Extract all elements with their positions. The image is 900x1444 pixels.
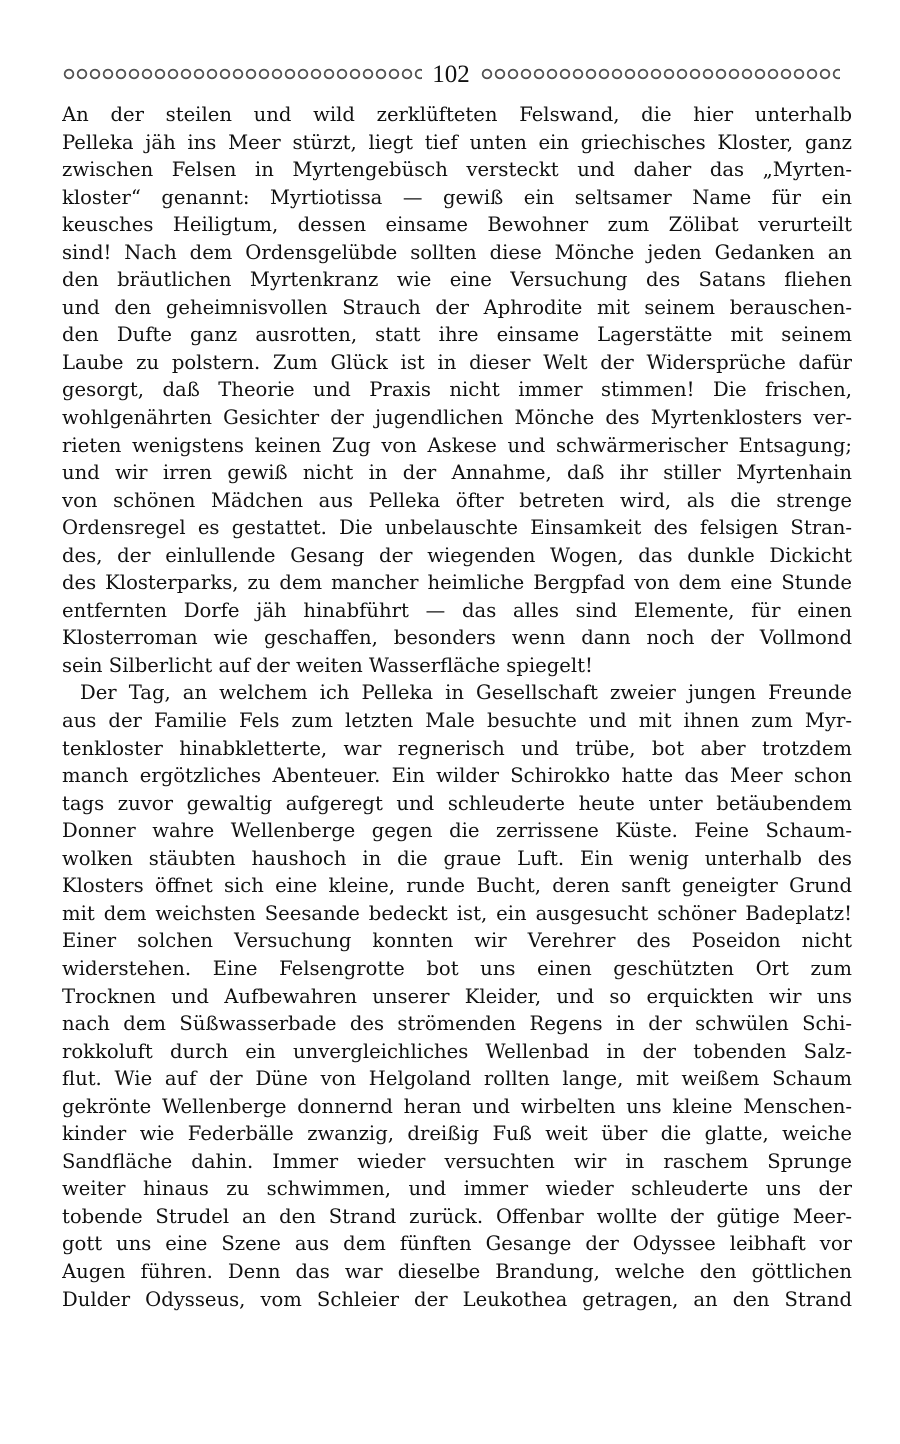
text-line: des, der einlullende Gesang der wiegenden Wogen, das dunkle Dickicht <box>62 543 852 567</box>
text-line: des Klosterparks, zu dem mancher heimliche Bergpfad von dem eine Stunde <box>62 571 852 595</box>
text-line: und wir irren gewiß nicht in der Annahme, daß ihr stiller Myrtenhain <box>62 461 852 485</box>
text-line: tobende Strudel an den Strand zurück. Offenbar wollte der gütige Meer- <box>62 1204 852 1228</box>
text-line: tags zuvor gewaltig aufgeregt und schleuderte heute unter betäubendem <box>62 791 852 815</box>
text-line: sind! Nach dem Ordensgelübde sollten diese Mönche jeden Gedanken an <box>62 240 852 264</box>
text-line: Dulder Odysseus, vom Schleier der Leukothea getragen, an den Strand <box>62 1287 852 1311</box>
body-text <box>62 101 852 1313</box>
text-line: gott uns eine Szene aus dem fünften Gesange der Odyssee leibhaft vor <box>62 1232 852 1256</box>
text-line: rokkoluft durch ein unvergleichliches Wellenbad in der tobenden Salz- <box>62 1039 852 1063</box>
text-line: gekrönte Wellenberge donnernd heran und wirbelten uns kleine Menschen- <box>62 1094 852 1118</box>
text-line: nach dem Süßwasserbade des strömenden Regens in der schwülen Schi- <box>62 1012 852 1036</box>
text-line: An der steilen und wild zerklüfteten Felswand, die hier unterhalb <box>62 103 852 126</box>
page-number: 102 <box>432 60 470 88</box>
text-line: kloster“ genannt: Myrtiotissa — gewiß ein seltsamer Name für ein <box>62 185 852 209</box>
text-line: Klosters öffnet sich eine kleine, runde Bucht, deren sanft geneigter Grund <box>62 874 852 898</box>
text-line: Der Tag, an welchem ich Pelleka in Gesellschaft zweier jungen Freunde <box>80 681 852 705</box>
left-ornament-border <box>62 67 422 81</box>
text-line: sein Silberlicht auf der weiten Wasserfläche spiegelt! <box>62 653 593 677</box>
text-line: wohlgenährten Gesichter der jugendlichen Mönche des Myrtenklosters ver- <box>62 406 852 430</box>
text-line: zwischen Felsen in Myrtengebüsch versteckt und daher das „Myrten- <box>62 158 852 182</box>
text-line: weiter hinaus zu schwimmen, und immer wieder schleuderte uns der <box>62 1177 852 1201</box>
text-line: Trocknen und Aufbewahren unserer Kleider, und so erquickten wir uns <box>62 984 852 1008</box>
text-line: Pelleka jäh ins Meer stürzt, liegt tief unten ein griechisches Kloster, ganz <box>62 130 852 154</box>
right-ornament-border <box>480 67 840 81</box>
text-line: kinder wie Federbälle zwanzig, dreißig Fuß weit über die glatte, weiche <box>62 1122 852 1146</box>
text-line: von schönen Mädchen aus Pelleka öfter betreten wird, als die strenge <box>62 488 852 512</box>
text-line: keusches Heiligtum, dessen einsame Bewohner zum Zölibat verurteilt <box>62 213 852 237</box>
text-line: Klosterroman wie geschaffen, besonders wenn dann noch der Vollmond <box>62 626 852 650</box>
text-line: gesorgt, daß Theorie und Praxis nicht immer stimmen! Die frischen, <box>62 378 852 402</box>
text-line: wolken stäubten haushoch in die graue Luft. Ein wenig unterhalb des <box>62 846 852 870</box>
text-line: entfernten Dorfe jäh hinabführt — das alles sind Elemente, für einen <box>62 598 852 622</box>
text-line: den bräutlichen Myrtenkranz wie eine Versuchung des Satans fliehen <box>62 268 852 292</box>
text-line: Ordensregel es gestattet. Die unbelauschte Einsamkeit des felsigen Stran- <box>62 516 852 540</box>
text-line: Augen führen. Denn das war dieselbe Brandung, welche den göttlichen <box>62 1259 852 1283</box>
text-line: Donner wahre Wellenberge gegen die zerrissene Küste. Feine Schaum- <box>62 819 852 843</box>
text-line: Laube zu polstern. Zum Glück ist in dieser Welt der Widersprüche dafür <box>62 350 852 374</box>
text-line: flut. Wie auf der Düne von Helgoland rollten lange, mit weißem Schaum <box>62 1067 852 1091</box>
text-line: manch ergötzliches Abenteuer. Ein wilder Schirokko hatte das Meer schon <box>62 764 852 788</box>
text-line: aus der Familie Fels zum letzten Male besuchte und mit ihnen zum Myr- <box>62 709 852 733</box>
text-line: Einer solchen Versuchung konnten wir Verehrer des Poseidon nicht <box>62 929 852 953</box>
text-line: und den geheimnisvollen Strauch der Aphrodite mit seinem berauschen- <box>62 295 852 319</box>
page-header <box>62 56 840 92</box>
text-line: Sandfläche dahin. Immer wieder versuchten wir in raschem Sprunge <box>62 1149 852 1173</box>
text-line: tenkloster hinabkletterte, war regnerisch und trübe, bot aber trotzdem <box>62 736 852 760</box>
text-line: mit dem weichsten Seesande bedeckt ist, ein ausgesucht schöner Badeplatz! <box>62 901 852 925</box>
text-line: rieten wenigstens keinen Zug von Askese und schwärmerischer Entsagung; <box>62 433 852 457</box>
text-line: den Dufte ganz ausrotten, statt ihre einsame Lagerstätte mit seinem <box>62 323 852 347</box>
text-line: widerstehen. Eine Felsengrotte bot uns einen geschützten Ort zum <box>62 956 852 980</box>
